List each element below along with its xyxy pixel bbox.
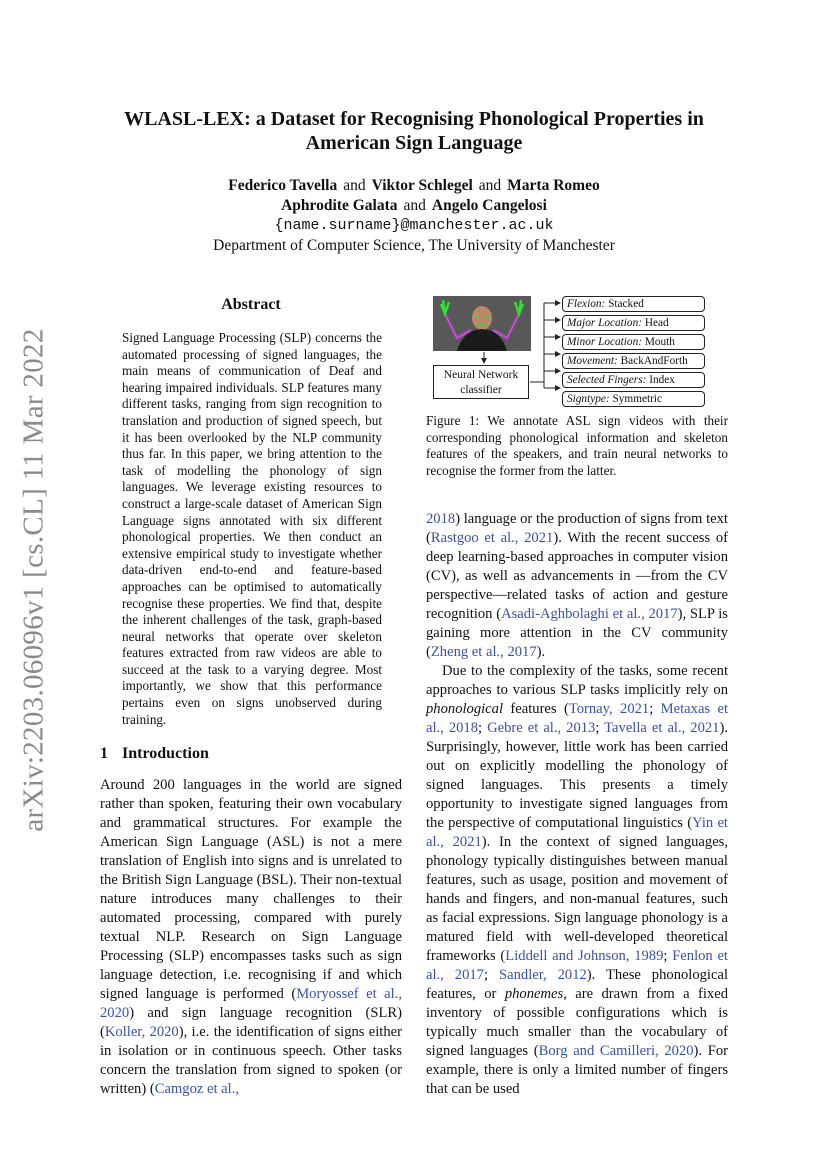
body-text: ) and sign language recognition (SLR) ( — [100, 1005, 402, 1040]
citation-link[interactable]: Gebre et al., 2013 — [487, 720, 596, 736]
citation-link[interactable]: Yin et al., 2021 — [426, 815, 728, 850]
section-title: Introduction — [122, 745, 209, 762]
citation-link[interactable]: 2018 — [426, 511, 456, 527]
classifier-label-line-2: classifier — [460, 384, 502, 396]
author-separator: and — [478, 177, 502, 194]
label-major-location: Major Location: Head — [562, 315, 705, 331]
citation-link[interactable]: Liddell and Johnson, 1989 — [505, 948, 664, 964]
label-movement: Movement: BackAndForth — [562, 353, 705, 369]
citation-separator: ; — [483, 967, 499, 983]
citation-link[interactable]: Koller, 2020 — [104, 1024, 179, 1040]
body-text: ). In the context of signed languages, phonology typically distinguishes between manual features, such as usage, position and movement of hands and fingers, and non-manual features, such as facial expressions. Sign language phonology is a matured field with well-developed theoretical frameworks ( — [426, 834, 728, 964]
author-separator: and — [403, 197, 426, 214]
abstract-heading: Abstract — [221, 296, 281, 313]
figure-1 — [426, 292, 728, 405]
author-name: Federico Tavella — [228, 177, 338, 194]
body-text: ). These phonological features, or — [426, 967, 728, 1002]
citation-link[interactable]: Rastgoo et al., 2021 — [430, 530, 554, 546]
intro-right-column — [426, 510, 728, 1099]
citation-link[interactable]: Moryossef et al., 2020 — [100, 986, 402, 1021]
citation-link[interactable]: Fenlon et al., 2017 — [426, 948, 728, 983]
citation-link[interactable]: Asadi-Aghbolaghi et al., 2017 — [501, 606, 678, 622]
emphasis-text: phonemes — [504, 986, 564, 1002]
author-affiliation: Department of Computer Science, The University of Manchester — [213, 237, 615, 254]
author-email: {name.surname}@manchester.ac.uk — [274, 217, 554, 234]
paper-title — [100, 107, 728, 155]
abstract-text: Signed Language Processing (SLP) concerns the automated processing of signed languages, the main means of communication of Deaf and hearing impaired individuals. SLP features many different tasks, ranging from sign recognition to translation and production of signed speech, but it has been overlooked by the NLP community thus far. In this paper, we bring attention to the task of modelling the phonology of sign languages. We leverage existing resources to construct a large-scale dataset of American Sign Language signs annotated with six different phonological properties. We then conduct an extensive empirical study to investigate whether data-driven end-to-end and feature-based approaches can be optimised to automatically recognise these properties. We find that, despite the inherent challenges of the task, graph-based neural networks that operate over skeleton features extracted from raw videos are able to succeed at the task to a varying degree. Most importantly, we show that this performance pertains even on signs unobserved during training. — [122, 330, 382, 727]
body-text: Due to the complexity of the tasks, some recent approaches to various SLP tasks implicitly rely on — [426, 663, 728, 698]
arxiv-identifier — [14, 300, 54, 860]
citation-separator: ; — [595, 720, 605, 736]
body-text: ) language or the production of signs from text ( — [426, 511, 728, 546]
intro-right-paragraph-1 — [426, 510, 728, 662]
author-line-1 — [100, 176, 728, 196]
author-name: Angelo Cangelosi — [431, 197, 547, 214]
label-signtype: Signtype: Symmetric — [562, 391, 705, 407]
intro-right-paragraph-2 — [426, 662, 728, 1099]
citation-link[interactable]: Camgoz et al., — [154, 1081, 240, 1097]
paper-title-line-2: American Sign Language — [305, 132, 523, 154]
body-text: Around 200 languages in the world are signed rather than spoken, featuring their own vocabulary and grammatical structures. For example the American Sign Language (ASL) is not a mere translation of English into signs and is unrelated to the British Sign Language (BSL). Their non-textual nature introduces many challenges to their automated processing, compared with purely textual NLP. Research on Sign Language Processing (SLP) encompasses tasks such as sign language detection, i.e. recognising if and which signed language is performed ( — [100, 777, 402, 1002]
citation-link[interactable]: Tavella et al., 2021 — [604, 720, 720, 736]
body-text: ), i.e. the identification of signs either in isolation or in continuous speech. Other tasks concern the translation from signed to spoken (or written) ( — [100, 1024, 403, 1097]
citation-separator: ; — [478, 720, 488, 736]
neural-network-classifier-box — [433, 365, 529, 399]
author-name: Aphrodite Galata — [281, 197, 398, 214]
label-selected-fingers: Selected Fingers: Index — [562, 372, 705, 388]
body-text: ), SLP is gaining more attention in the CV community ( — [426, 606, 728, 660]
citation-link[interactable]: Tornay, 2021 — [568, 701, 650, 717]
body-text: ). For example, there is only a limited number of fingers that can be used — [426, 1043, 728, 1097]
author-block — [100, 176, 728, 256]
paper-title-line-1: WLASL-LEX: a Dataset for Recognising Phonological Properties in — [124, 108, 704, 130]
phonological-label-list — [562, 296, 705, 410]
citation-separator: ; — [663, 948, 673, 964]
author-name: Marta Romeo — [507, 177, 600, 194]
body-text: ). Surprisingly, however, little work has been carried out on explicitly modelling the phonology of signed languages. This presents a timely opportunity to investigate signed languages from the perspective of computational linguistics ( — [426, 720, 728, 831]
body-text: features ( — [503, 701, 569, 717]
section-number: 1 — [100, 745, 108, 762]
citation-separator: ; — [649, 701, 661, 717]
citation-link[interactable]: Metaxas et al., 2018 — [426, 701, 729, 736]
body-text: ). With the recent success of deep learning-based approaches in computer vision (CV), as well as advancements in —from the CV perspective—related tasks of action and gesture recognition ( — [426, 530, 728, 622]
body-text: , are drawn from a fixed inventory of possible configurations which is typically much smaller than the vocabulary of signed languages ( — [426, 986, 728, 1059]
citation-link[interactable]: Zheng et al., 2017 — [430, 644, 537, 660]
citation-link[interactable]: Borg and Camilleri, 2020 — [538, 1043, 694, 1059]
citation-link[interactable]: Sandler, 2012 — [499, 967, 587, 983]
classifier-label-line-1: Neural Network — [443, 369, 519, 381]
intro-left-paragraph — [100, 776, 402, 1099]
arxiv-identifier-text: arXiv:2203.06096v1 [cs.CL] 11 Mar 2022 — [17, 328, 50, 832]
label-minor-location: Minor Location: Mouth — [562, 334, 705, 350]
label-flexion: Flexion: Stacked — [562, 296, 705, 312]
section-heading — [100, 745, 209, 763]
figure-1-caption: Figure 1: We annotate ASL sign videos with their corresponding phonological information and skeleton features of the speakers, and train neural networks to recognise the former from the latter. — [426, 413, 728, 478]
body-text: ). — [536, 644, 546, 660]
author-line-2 — [100, 196, 728, 216]
author-name: Viktor Schlegel — [371, 177, 473, 194]
emphasis-text: phonological — [426, 701, 504, 717]
author-separator: and — [343, 177, 366, 194]
